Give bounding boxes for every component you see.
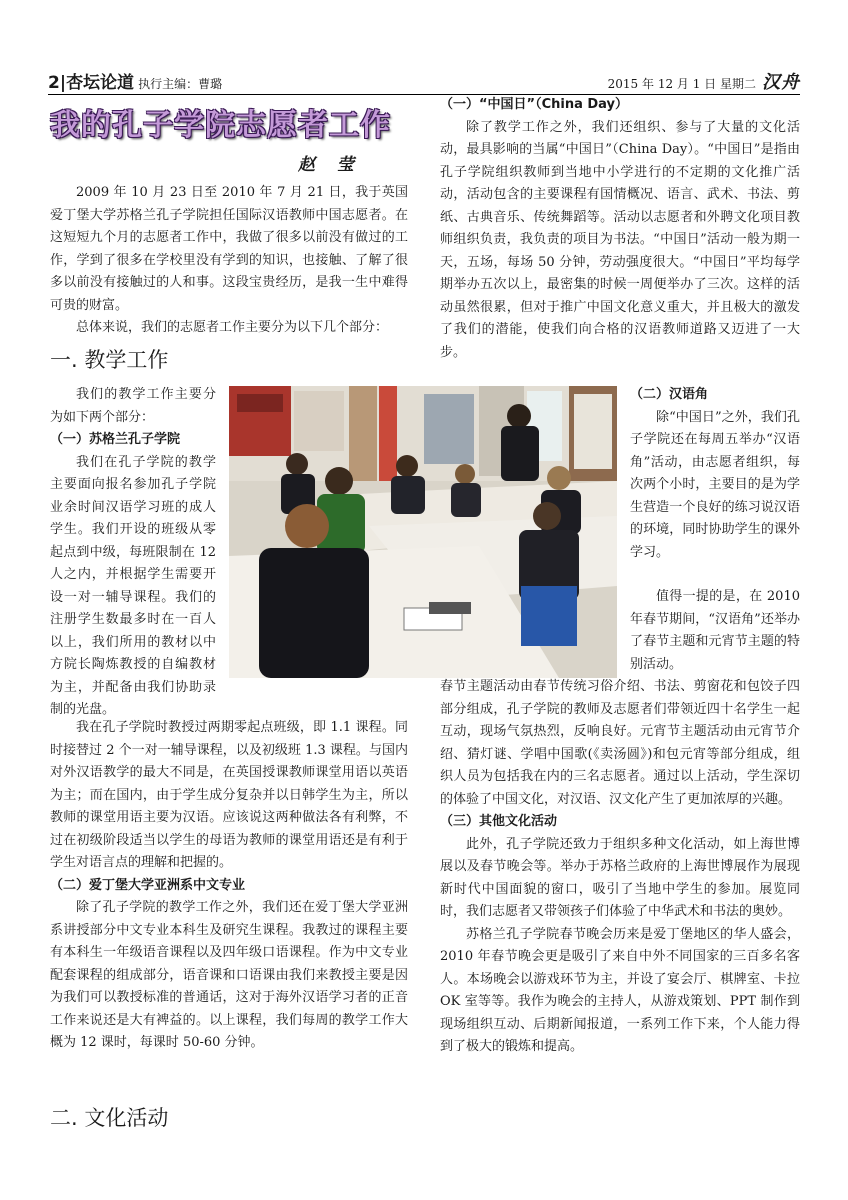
spring-gala-paragraph: 苏格兰孔子学院春节晚会历来是爱丁堡地区的华人盛会，2010 年春节晚会更是吸引了来自中外不同国家的三百多名客人。本场晚会以游戏环节为主，并设了宴会厅、棋牌室、卡拉 OK 室等等。我作为晚会的主持人，从游戏策划、PPT 制作到现场组织互动、后期新闻报道，一系列工作下来，个人能力得到了极大的锻炼和提高。 xyxy=(440,926,800,1054)
subheading-chinese-corner: （二）汉语角 xyxy=(630,387,709,402)
chinese-corner-paragraph: 除“中国日”之外，我们孔子学院还在每周五举办“汉语角”活动，由志愿者组织，每次两个小时，主要目的是为学生营造一个良好的练习说汉语的环境，同时协助学生的课外学习。 xyxy=(630,409,800,560)
page-header xyxy=(48,68,800,92)
subheading-scottish-ci: （一）苏格兰孔子学院 xyxy=(50,432,181,447)
issue-date: 2015 年 12 月 1 日 星期二 xyxy=(607,77,756,91)
subheading-china-day: （一）“中国日”（China Day） xyxy=(440,97,629,112)
festival-para-start xyxy=(630,586,800,676)
intro-paragraph: 2009 年 10 月 23 日至 2010 年 7 月 21 日，我于英国爱丁堡大学苏格兰孔子学院担任国际汉语教师中国志愿者。在这短短九个月的志愿者工作中，我做了很多以前没有做过的工作，学到了很多在学校里没有学到的知识，也接触、了解了很多以前没有接触过的人和事。这段宝贵经历，是我一生中难得可贵的财富。 xyxy=(50,185,408,313)
column-name: 杏坛论道 xyxy=(66,73,135,93)
right-upper-block xyxy=(440,94,800,364)
article-title: 我的孔子学院志愿者工作 xyxy=(50,108,391,143)
classroom-photo xyxy=(229,386,617,678)
china-day-paragraph: 除了教学工作之外，我们还组织、参与了大量的文化活动，最具影响的当属“中国日”（China Day）。“中国日”是指由孔子学院组织教师到当地中小学进行的不定期的文化推广活动，活动包含的主要课程有国情概况、语言、武术、书法、剪纸、古典音乐、传统舞蹈等。活动以志愿者和外聘文化项目教师组织负责，我负责的项目为书法。“中国日”活动一般为期一天，五场，每场 50 分钟，劳动强度很大。“中国日”平均每学期举办五次以上，最密集的时候一周便举办了三次。这样的活动虽然很累，但对于推广中国文化意义重大，并且极大的激发了我们的潜能，使我们向合格的汉语教师道路又迈进了一大步。 xyxy=(440,119,800,360)
festival-paragraph-head: 值得一提的是，在 2010 年春节期间，“汉语角”还举办了春节主题和元宵节主题的特别活动。 xyxy=(630,589,800,672)
asian-studies-paragraph: 除了孔子学院的教学工作之外，我们还在爱丁堡大学亚洲系讲授部分中文专业本科生及研究生课程。我教过的课程主要有本科生一年级语音课程以及四年级口语课程。作为中文专业配套课程的组成部分，语音课和口语课由我们来教授主要是因为我们可以教授标准的普通话，这对于海外汉语学习者的正音工作来说还是大有裨益的。以上课程，我们每周的教学工作大概为 12 课时，每课时 50-60 分钟。 xyxy=(50,900,408,1050)
right-lower-block xyxy=(440,676,800,1059)
scottish-ci-paragraph: 我们在孔子学院的教学主要面向报名参加孔子学院业余时间汉语学习班的成人学生。我们开设的班级从零起点到中级，每班限制在 12 人之内，并根据学生需要开设一对一辅导课程。我们的注册学生数最多时在一百人以上，我们所用的教材以中方院长陶炼教授的自编教材为主，并配备由我们协助录制的光盘。 xyxy=(50,454,216,717)
festival-paragraph-body: 春节主题活动由春节传统习俗介绍、书法、剪窗花和包饺子四部分组成，孔子学院的教师及志愿者们带领近四十名学生一起互动，现场气氛热烈，反响良好。元宵节主题活动由元宵节介绍、猜灯谜、学唱中国歌(《卖汤圆》)和包元宵等部分组成，组织人员为包括我在内的三名志愿者。通过以上活动，学生深切的体验了中国文化，对汉语、汉文化产生了更加浓厚的兴趣。 xyxy=(440,679,800,807)
narrow-right-block xyxy=(630,384,800,564)
header-left: 2|杏坛论道 执行主编：曹璐 xyxy=(48,73,223,93)
subheading-asian-studies: （二）爱丁堡大学亚洲系中文专业 xyxy=(50,877,246,893)
other-activities-paragraph: 此外，孔子学院还致力于组织多种文化活动，如上海世博展以及春节晚会等。举办于苏格兰政府的上海世博展作为展现新时代中国面貌的窗口，吸引了当地中学生的参加。展览同时，我们志愿者又带领孩子们体验了中华武术和书法的奥妙。 xyxy=(440,836,800,919)
brand-logo: 汉舟 xyxy=(762,72,800,93)
courses-paragraph: 我在孔子学院时教授过两期零起点班级，即 1.1 课程。同时接替过 2 个一对一辅导课程，以及初级班 1.3 课程。与国内对外汉语教学的最大不同是，在英国授课教师课堂用语以英语为主；而在国内，由于学生成分复杂并以日韩学生为主，所以教师的课堂用语主要为汉语。应该说这两种做法各有利弊，不过在初级阶段适当以学生的母语为教师的课堂用语还是有利于学生对语言点的理解和把握的。 xyxy=(50,720,408,870)
intro-summary: 总体来说，我们的志愿者工作主要分为以下几个部分： xyxy=(76,320,389,335)
editor-credit: 执行主编：曹璐 xyxy=(138,77,223,91)
section-heading-teaching: 一. 教学工作 xyxy=(50,348,169,372)
header-right xyxy=(608,68,800,94)
left-lower-block xyxy=(50,717,408,1055)
section-heading-culture: 二. 文化活动 xyxy=(50,1106,169,1130)
teaching-intro: 我们的教学工作主要分为如下两个部分： xyxy=(50,387,216,425)
article-author: 赵 莹 xyxy=(298,155,362,175)
narrow-left-block xyxy=(50,384,216,722)
intro-block xyxy=(50,182,408,340)
page-number: 2 xyxy=(48,73,60,93)
subheading-other-activities: （三）其他文化活动 xyxy=(440,814,558,829)
